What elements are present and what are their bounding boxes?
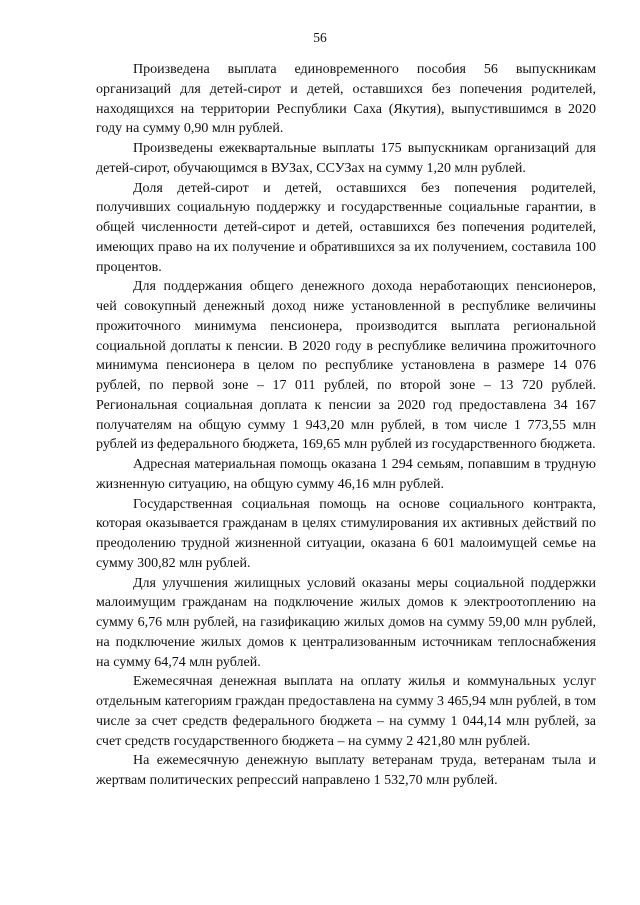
paragraph-veterans-payment: На ежемесячную денежную выплату ветеранам труда, ветеранам тыла и жертвам политических репрессий направлено 1 532,70 млн рублей.	[96, 753, 596, 788]
paragraph-social-contract: Государственная социальная помощь на основе социального контракта, которая оказывается гражданам в целях стимулирования их активных действий по преодолению трудной жизненной ситуации, оказана 6 601 малоимущей семье на сумму 300,82 млн рублей.	[96, 496, 596, 571]
paragraph-housing-utilities-payment: Ежемесячная денежная выплата на оплату жилья и коммунальных услуг отдельным категориям граждан предоставлена на сумму 3 465,94 млн рублей, в том числе за счет средств федерального бюджета – на сумму 1 044,14 млн рублей, за счет средств государственного бюджета – на сумму 2 421,80 млн рублей.	[96, 674, 597, 749]
paragraph-pension-supplement: Для поддержания общего денежного дохода неработающих пенсионеров, чей совокупный денежный доход ниже установленной в республике величины прожиточного минимума пенсионера, производится выплата региональной социальной доплаты к пенсии. В 2020 году в республике величина прожиточного минимума пенсионера в целом по республике установлена в размере 14 076 рублей, по первой зоне – 17 011 рублей, по второй зоне – 13 720 рублей. Региональная социальная доплата к пенсии за 2020 год предоставлена 34 167 получателям на общую сумму 1 943,20 млн рублей, в том числе 1 773,55 млн рублей из федерального бюджета, 169,65 млн рублей из государственного бюджета.	[96, 279, 596, 453]
paragraph-orphans-support-share: Доля детей-сирот и детей, оставшихся без попечения родителей, получивших социальную поддержку и государственные социальные гарантии, в общей численности детей-сирот и детей, оставшихся без попечения родителей, имеющих право на их получение и обратившихся за их получением, составила 100 процентов.	[96, 180, 596, 275]
page-number: 56	[313, 30, 327, 45]
paragraph-housing-conditions: Для улучшения жилищных условий оказаны меры социальной поддержки малоимущим гражданам на подключение жилых домов к электроотоплению на сумму 6,76 млн рублей, на газификацию жилых домов на сумму 59,00 млн рублей, на подключение жилых домов к централизованным источникам теплоснабжения на сумму 64,74 млн рублей.	[96, 575, 596, 670]
paragraph-targeted-material-aid: Адресная материальная помощь оказана 1 294 семьям, попавшим в трудную жизненную ситуацию, на общую сумму 46,16 млн рублей.	[96, 457, 596, 492]
body-text	[96, 60, 596, 791]
paragraph-graduates-one-time-allowance: Произведена выплата единовременного пособия 56 выпускникам организаций для детей-сирот и детей, оставшихся без попечения родителей, находящихся на территории Республики Саха (Якутия), выпустившимся в 2020 году на сумму 0,90 млн рублей.	[96, 62, 596, 137]
paragraph-quarterly-payments: Произведены ежеквартальные выплаты 175 выпускникам организаций для детей-сирот, обучающимся в ВУЗах, ССУЗах на сумму 1,20 млн рублей.	[96, 141, 596, 176]
